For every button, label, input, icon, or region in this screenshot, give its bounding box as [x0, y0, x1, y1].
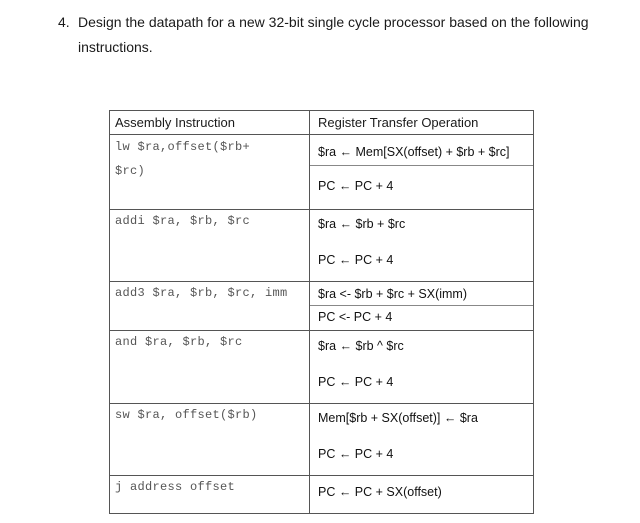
column-divider: [309, 111, 310, 513]
instr-lw-line1: lw $ra,offset($rb+: [115, 140, 251, 154]
op-addi-2: PC ← PC + 4: [318, 253, 394, 267]
op-and-2: PC ← PC + 4: [318, 375, 394, 389]
instr-add3: add3 $ra, $rb, $rc, imm: [115, 286, 288, 300]
op-lw-1: $ra ← Mem[SX(offset) + $rb + $rc]: [318, 145, 510, 159]
header-assembly-instruction: Assembly Instruction: [115, 115, 235, 130]
row-divider: [110, 475, 533, 476]
row-divider: [110, 330, 533, 331]
op-and-1: $ra ← $rb ^ $rc: [318, 339, 404, 353]
instruction-table: [109, 110, 534, 514]
instr-sw: sw $ra, offset($rb): [115, 408, 258, 422]
instr-lw-line2: $rc): [115, 164, 146, 178]
op-j-1: PC ← PC + SX(offset): [318, 485, 442, 499]
instr-addi: addi $ra, $rb, $rc: [115, 214, 251, 228]
row-divider: [110, 403, 533, 404]
row-subdivider: [310, 165, 533, 166]
instr-and: and $ra, $rb, $rc: [115, 335, 243, 349]
row-subdivider: [310, 305, 533, 306]
op-sw-1: Mem[$rb + SX(offset)] ← $ra: [318, 411, 478, 425]
question-prompt: [58, 10, 628, 60]
row-divider: [110, 281, 533, 282]
row-divider: [110, 209, 533, 210]
op-add3-1: $ra <- $rb + $rc + SX(imm): [318, 287, 467, 301]
op-sw-2: PC ← PC + 4: [318, 447, 394, 461]
header-register-transfer: Register Transfer Operation: [318, 115, 479, 130]
op-add3-2: PC <- PC + 4: [318, 310, 393, 324]
op-lw-2: PC ← PC + 4: [318, 179, 394, 193]
question-text: Design the datapath for a new 32-bit single cycle processor based on the following instructions.: [78, 14, 589, 55]
instr-j: j address offset: [115, 480, 236, 494]
question-number: 4.: [58, 14, 70, 30]
op-addi-1: $ra ← $rb + $rc: [318, 217, 406, 231]
row-divider: [110, 134, 533, 135]
